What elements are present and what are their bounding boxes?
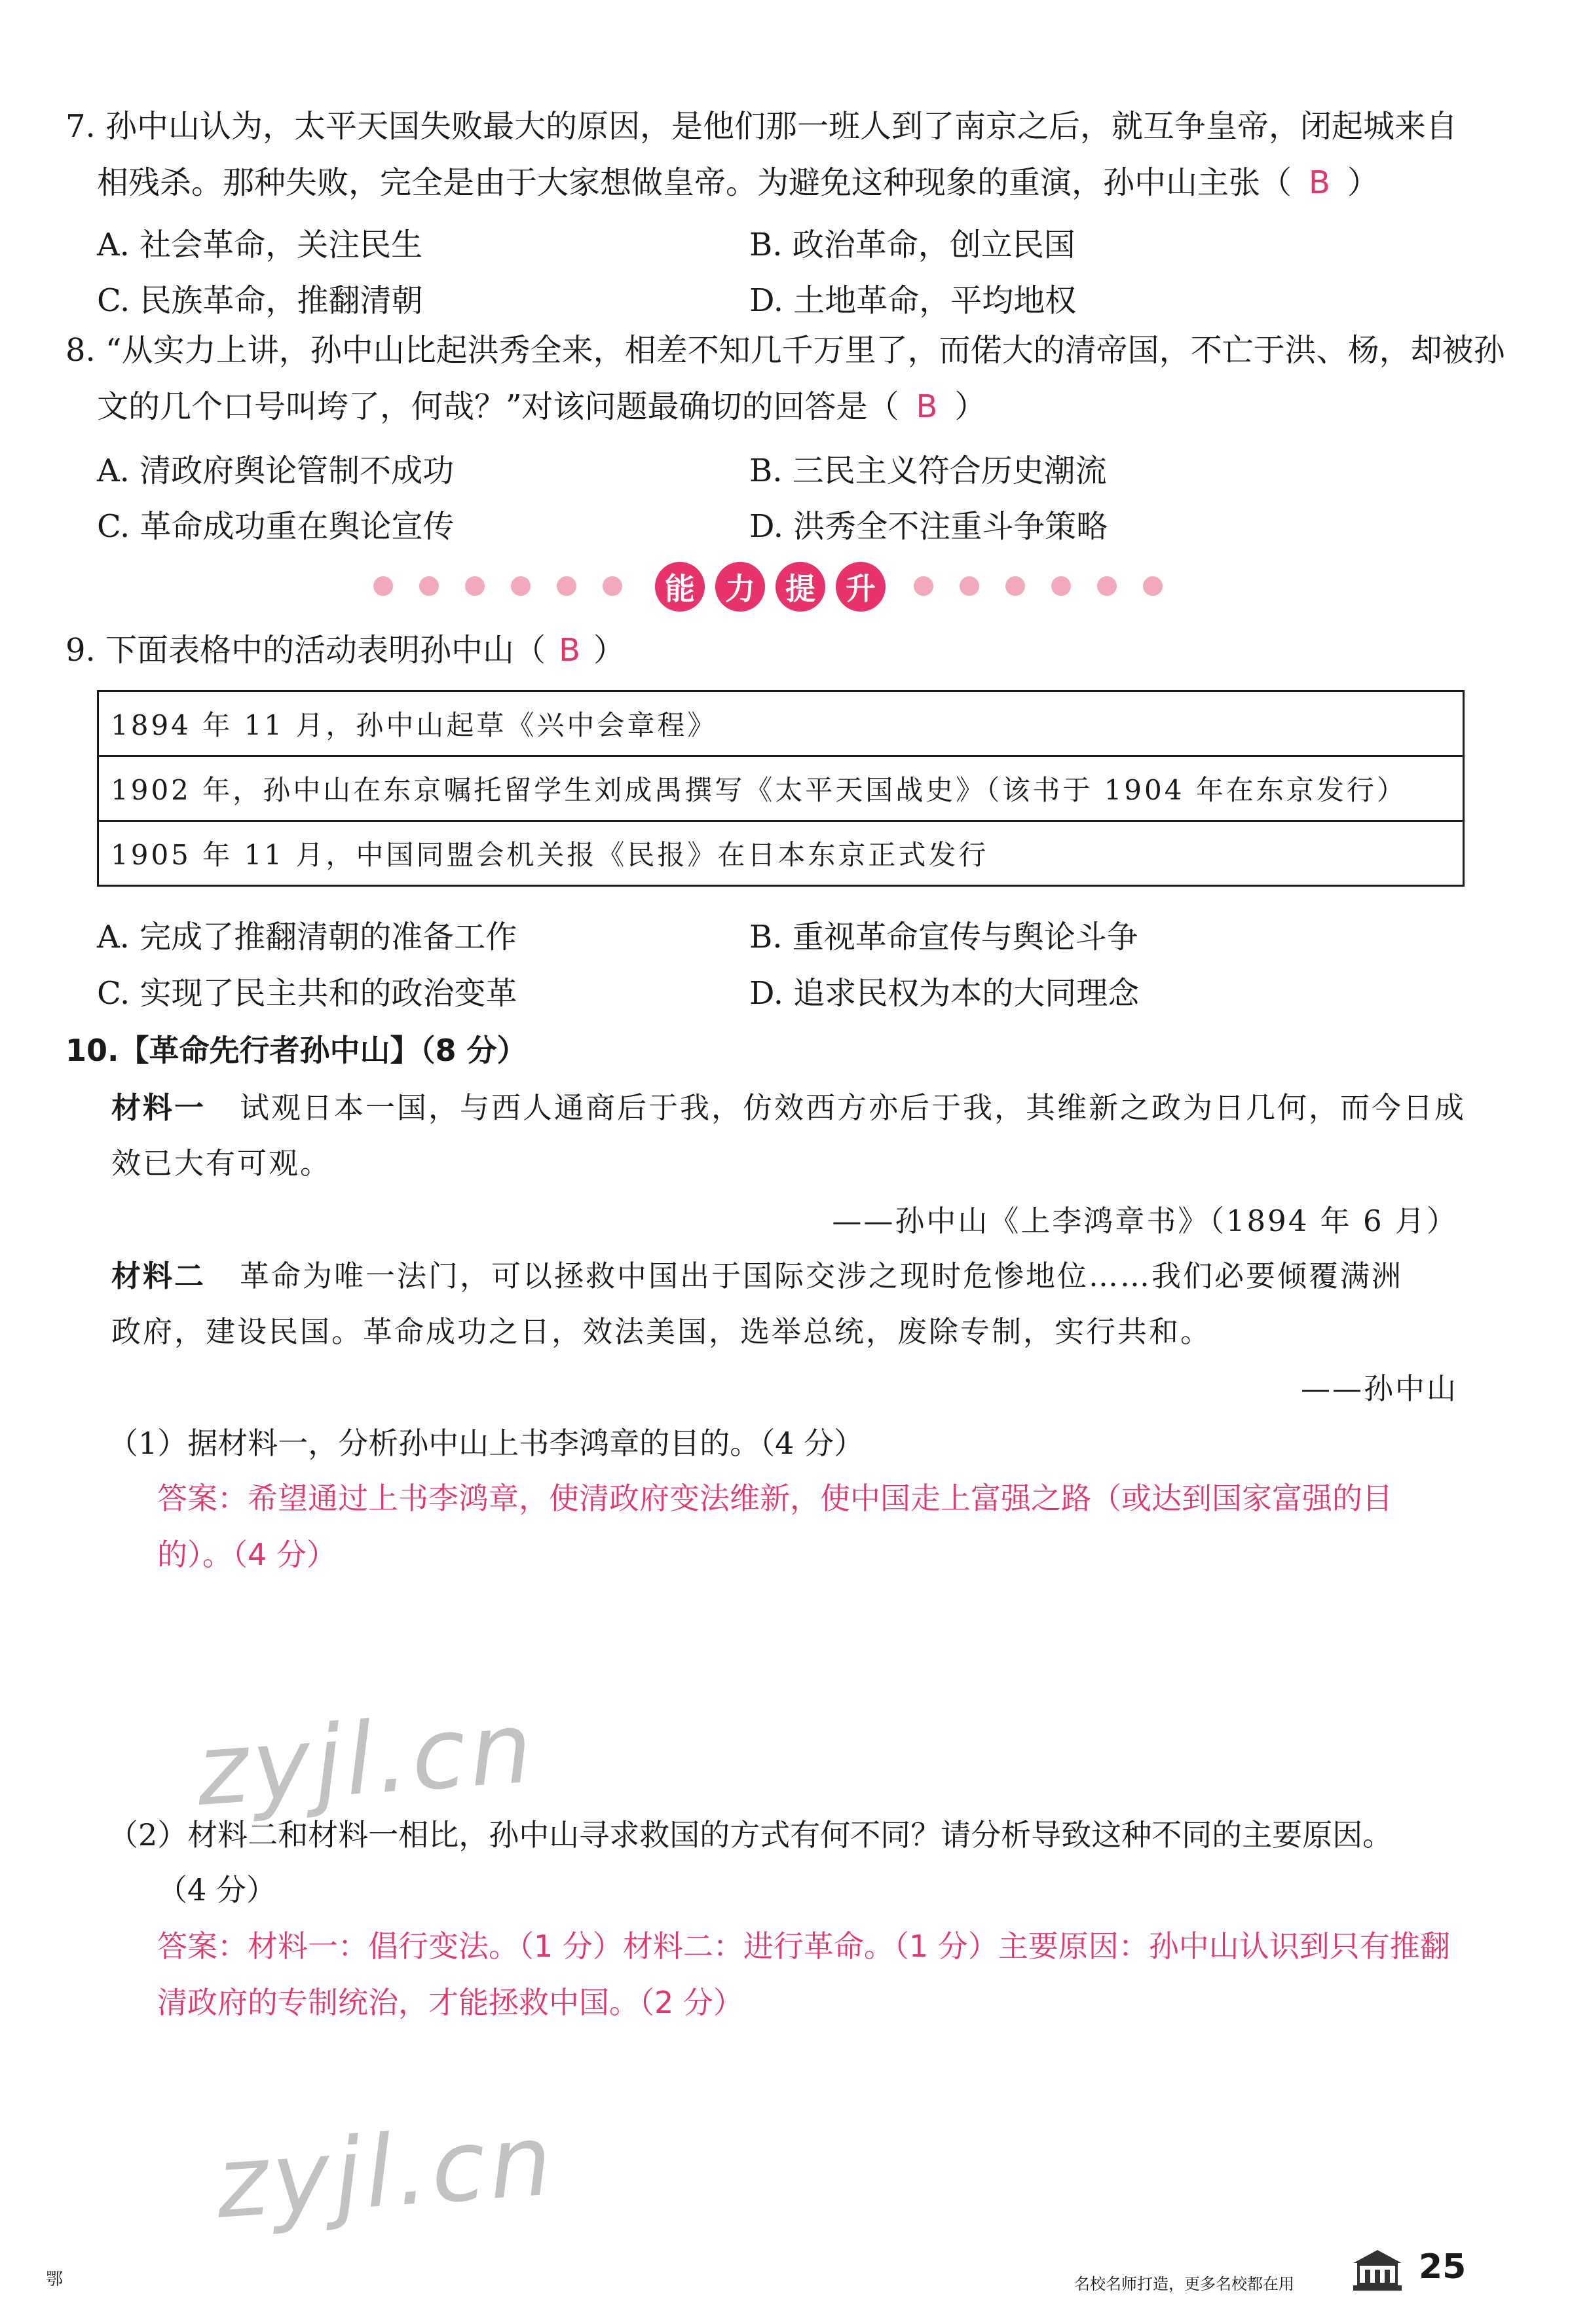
material1-line1	[111, 1084, 1466, 1126]
material1-source: ——孙中山《上李鸿章书》（1894 年 6 月）	[832, 1204, 1458, 1238]
q9-answer: B	[559, 632, 580, 669]
q8-option-a: A. 清政府舆论管制不成功	[97, 452, 455, 489]
q7-answer: B	[1309, 164, 1330, 201]
q9-option-b: B. 重视革命宣传与舆论斗争	[749, 919, 1138, 955]
material2-label: 材料二	[111, 1259, 206, 1293]
q9-stem-close: ）	[593, 632, 626, 669]
footer-slogan: 名校名师打造，更多名校都在用	[1074, 2275, 1294, 2293]
q8-answer: B	[916, 388, 938, 425]
q8-stem: 文的几个口号叫垮了，何哉？”对该问题最确切的回答是（	[97, 388, 899, 425]
q8-line1: 8. “从实力上讲，孙中山比起洪秀全来，相差不知几千万里了，而偌大的清帝国，不亡于洪、杨，却被孙	[65, 332, 1505, 369]
publisher-logo-icon	[1349, 2245, 1406, 2295]
q7-line1: 7. 孙中山认为，太平天国失败最大的原因，是他们那一班人到了南京之后，就互争皇帝，闭起城来自	[65, 108, 1458, 145]
q10-sub1-answer-line2: 的）。（4 分）	[157, 1537, 337, 1572]
material2-line1	[111, 1252, 1403, 1295]
q10-sub1-question: （1）据材料一，分析孙中山上书李鸿章的目的。（4 分）	[108, 1426, 865, 1461]
table-cell: 1902 年，孙中山在东京嘱托留学生刘成禺撰写《太平天国战史》（该书于 1904 年在东京发行）	[98, 756, 1464, 821]
q10-sub2-answer-line2: 清政府的专制统治，才能拯救中国。（2 分）	[157, 1985, 743, 2020]
banner-char: 升	[836, 562, 886, 612]
banner-dots-right	[914, 576, 1189, 599]
table-row	[98, 821, 1464, 886]
q10-title: 10.【革命先行者孙中山】（8 分）	[65, 1033, 527, 1068]
q8-option-d: D. 洪秀全不注重斗争策略	[749, 508, 1108, 545]
material2-source: ——孙中山	[1300, 1371, 1458, 1406]
q7-line2	[97, 155, 1379, 211]
q7-stem: 相残杀。那种失败，完全是由于大家想做皇帝。为避免这种现象的重演，孙中山主张（	[97, 164, 1292, 201]
material2-line2: 政府，建设民国。革命成功之日，效法美国，选举总统，废除专制，实行共和。	[111, 1314, 1212, 1349]
q7-option-c: C. 民族革命，推翻清朝	[97, 282, 423, 319]
table-cell: 1894 年 11 月，孙中山起草《兴中会章程》	[98, 692, 1464, 756]
footer-left-mark: 鄂	[46, 2270, 64, 2289]
q9-option-a: A. 完成了推翻清朝的准备工作	[97, 919, 517, 955]
table-row	[98, 692, 1464, 756]
material2-text: 革命为唯一法门，可以拯救中国出于国际交涉之现时危惨地位……我们必要倾覆满洲	[239, 1259, 1403, 1293]
q8-option-c: C. 革命成功重在舆论宣传	[97, 508, 455, 545]
q9-stem-text: 9. 下面表格中的活动表明孙中山（	[65, 632, 546, 669]
q9-option-d: D. 追求民权为本的大同理念	[749, 975, 1140, 1012]
q9-option-c: C. 实现了民主共和的政治变革	[97, 975, 517, 1012]
page-number: 25	[1419, 2247, 1467, 2287]
q10-sub1-answer-line1: 答案：希望通过上书李鸿章，使清政府变法维新，使中国走上富强之路（或达到国家富强的目	[157, 1481, 1393, 1516]
banner-dots-left	[373, 576, 648, 599]
q7-option-a: A. 社会革命，关注民生	[97, 227, 423, 263]
banner-char: 力	[715, 562, 765, 612]
q8-line2	[97, 378, 986, 435]
banner-char: 能	[655, 562, 705, 612]
table-row	[98, 756, 1464, 821]
watermark: zyjl.cn	[193, 1691, 540, 1828]
material1-text: 试观日本一国，与西人通商后于我，仿效西方亦后于我，其维新之政为日几何，而今日成	[239, 1090, 1466, 1125]
section-banner	[655, 562, 886, 612]
q10-sub2-question-line2: （4 分）	[157, 1872, 276, 1908]
q7-option-b: B. 政治革命，创立民国	[749, 227, 1075, 263]
table-cell: 1905 年 11 月，中国同盟会机关报《民报》在日本东京正式发行	[98, 821, 1464, 886]
banner-char: 提	[776, 562, 825, 612]
q9-stem	[65, 622, 625, 678]
material1-line2: 效已大有可观。	[111, 1146, 332, 1181]
q10-sub2-answer-line1: 答案：材料一：倡行变法。（1 分）材料二：进行革命。（1 分）主要原因：孙中山认识到只有推翻	[157, 1928, 1450, 1964]
q9-table	[97, 690, 1465, 887]
q7-stem-close: ）	[1347, 164, 1379, 201]
material1-label: 材料一	[111, 1090, 206, 1125]
q8-option-b: B. 三民主义符合历史潮流	[749, 452, 1107, 489]
q8-stem-close: ）	[954, 388, 986, 425]
q10-sub2-question-line1: （2）材料二和材料一相比，孙中山寻求救国的方式有何不同？请分析导致这种不同的主要原因。	[108, 1817, 1393, 1853]
q7-option-d: D. 土地革命，平均地权	[749, 282, 1077, 319]
watermark: zyjl.cn	[212, 2103, 559, 2241]
